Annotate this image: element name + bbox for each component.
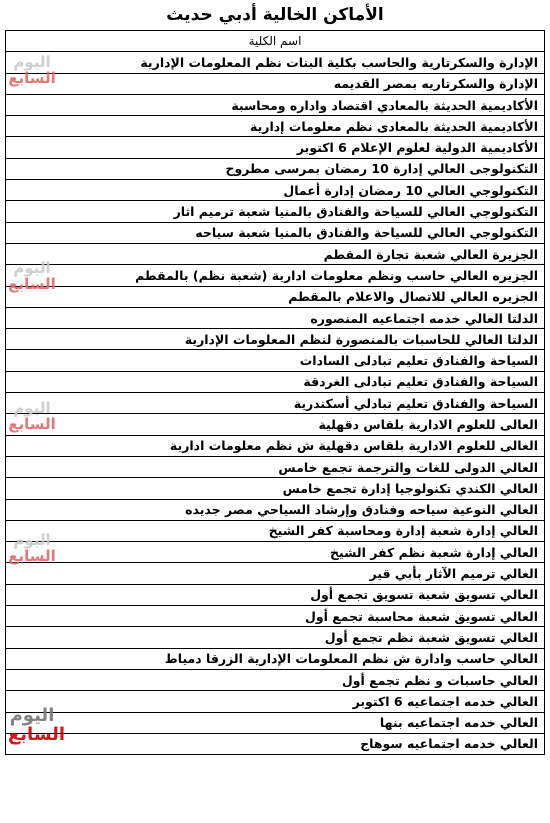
college-name-cell: العالي خدمه اجتماعيه 6 اكتوبر	[6, 691, 545, 712]
table-row	[6, 627, 545, 648]
table-row	[6, 478, 545, 499]
college-name-cell: الأكاديمية الحديثة بالمعادي اقتصاد واداره ومحاسبة	[6, 94, 545, 115]
table-row	[6, 180, 545, 201]
watermark-line-2: السابع	[8, 724, 66, 745]
table-row	[6, 606, 545, 627]
table-row	[6, 733, 545, 754]
watermark-line-1: اليوم	[13, 399, 51, 417]
table-row	[6, 222, 545, 243]
table-row	[6, 414, 545, 435]
college-name-cell: العالي تسويق شعبة نظم تجمع أول	[6, 627, 545, 648]
watermark-line-1: اليوم	[13, 53, 51, 71]
college-name-cell: العالي إدارة شعبة نظم كفر الشيخ	[6, 542, 545, 563]
college-name-cell: العالي خدمه اجتماعيه سوهاج	[6, 733, 545, 754]
table-row	[6, 435, 545, 456]
college-name-cell: العالي تسويق شعبة تسويق تجمع أول	[6, 584, 545, 605]
college-name-cell: الأكاديمية الحديثة بالمعادى نظم معلومات إدارية	[6, 116, 545, 137]
watermark-line-2: السابع	[8, 69, 56, 87]
table-row	[6, 307, 545, 328]
college-name-cell: العالي الدولى للغات والترجمة تجمع خامس	[6, 456, 545, 477]
college-name-cell: التكنولوجي العالي للسياحة والفنادق بالمنيا شعبة ترميم اثار	[6, 201, 545, 222]
college-name-cell: العالي حاسب وادارة ش نظم المعلومات الإدارية الزرقا دمياط	[6, 648, 545, 669]
college-name-cell: الأكاديمية الدولية لعلوم الإعلام 6 اكتوبر	[6, 137, 545, 158]
college-name-cell: الجزيره العالي للاتصال والاعلام بالمقطم	[6, 286, 545, 307]
table-row	[6, 456, 545, 477]
table-row	[6, 648, 545, 669]
table-row	[6, 265, 545, 286]
college-name-cell: الإدارة والسكرتارية والحاسب بكلية البنات نظم المعلومات الإدارية	[6, 52, 545, 73]
table-row	[6, 542, 545, 563]
table-row	[6, 712, 545, 733]
college-name-cell: الدلتا العالي للحاسبات بالمنصورة لنظم المعلومات الإدارية	[6, 329, 545, 350]
college-name-cell: العالي الكندي تكنولوجيا إدارة تجمع خامس	[6, 478, 545, 499]
college-name-cell: العالى للعلوم الادارية بلقاس دقهلية ش نظم معلومات ادارية	[6, 435, 545, 456]
table-row	[6, 116, 545, 137]
college-name-cell: السياحة والفنادق تعليم تبادلي أسكندرية	[6, 393, 545, 414]
table-row	[6, 499, 545, 520]
table-row	[6, 669, 545, 690]
watermark-line-1: اليوم	[13, 531, 51, 549]
table-row	[6, 94, 545, 115]
college-name-cell: السياحة والفنادق تعليم تبادلى الغردقة	[6, 371, 545, 392]
college-name-cell: العالي النوعية سياحه وفنادق وإرشاد السياحي مصر جديده	[6, 499, 545, 520]
table-row	[6, 329, 545, 350]
college-name-cell: السياحة والفنادق تعليم تبادلى السادات	[6, 350, 545, 371]
table-row	[6, 371, 545, 392]
college-name-cell: التكنولوجى العالي إدارة 10 رمضان بمرسى مطروح	[6, 158, 545, 179]
table-row	[6, 52, 545, 73]
college-name-cell: العالي تسويق شعبة محاسبة تجمع أول	[6, 606, 545, 627]
college-name-cell: الإدارة والسكرتاريه بمصر القديمه	[6, 73, 545, 94]
page-title: الأماكن الخالية أدبي حديث	[166, 5, 384, 25]
college-name-cell: العالي خدمه اجتماعيه بنها	[6, 712, 545, 733]
college-name-cell: الجزيرة العالي شعبة تجارة المقطم	[6, 243, 545, 264]
table-row	[6, 691, 545, 712]
watermark-line-1: اليوم	[9, 705, 55, 726]
table-row	[6, 137, 545, 158]
college-name-cell: العالى للعلوم الادارية بلقاس دقهلية	[6, 414, 545, 435]
table-header-row	[6, 31, 545, 52]
college-name-cell: التكنولوجي العالي 10 رمضان إدارة أعمال	[6, 180, 545, 201]
table-row	[6, 520, 545, 541]
table-row	[6, 286, 545, 307]
table-row	[6, 201, 545, 222]
college-name-cell: العالي إدارة شعبة إدارة ومحاسبة كفر الشيخ	[6, 520, 545, 541]
table-row	[6, 393, 545, 414]
college-name-cell: التكنولوجي العالي للسياحة والفنادق بالمنيا شعبة سياحه	[6, 222, 545, 243]
table-row	[6, 158, 545, 179]
watermark-line-2: السابع	[8, 275, 56, 293]
column-header-college-name: اسم الكلية	[6, 31, 545, 52]
college-name-cell: الجزيره العالي حاسب ونظم معلومات ادارية (شعبة نظم) بالمقطم	[6, 265, 545, 286]
table-row	[6, 243, 545, 264]
college-name-cell: العالي ترميم الآثار بأبي قير	[6, 563, 545, 584]
college-name-cell: العالي حاسبات و نظم تجمع أول	[6, 669, 545, 690]
watermark-line-2: السابع	[8, 415, 56, 433]
watermark-line-2: السابع	[8, 547, 56, 565]
college-name-cell: الدلتا العالي خدمه اجتماعيه المنصوره	[6, 307, 545, 328]
vacancies-table	[5, 30, 545, 755]
watermark-line-1: اليوم	[13, 259, 51, 277]
table-body	[6, 52, 545, 755]
table-row	[6, 350, 545, 371]
table-row	[6, 563, 545, 584]
table-row	[6, 584, 545, 605]
table-row	[6, 73, 545, 94]
